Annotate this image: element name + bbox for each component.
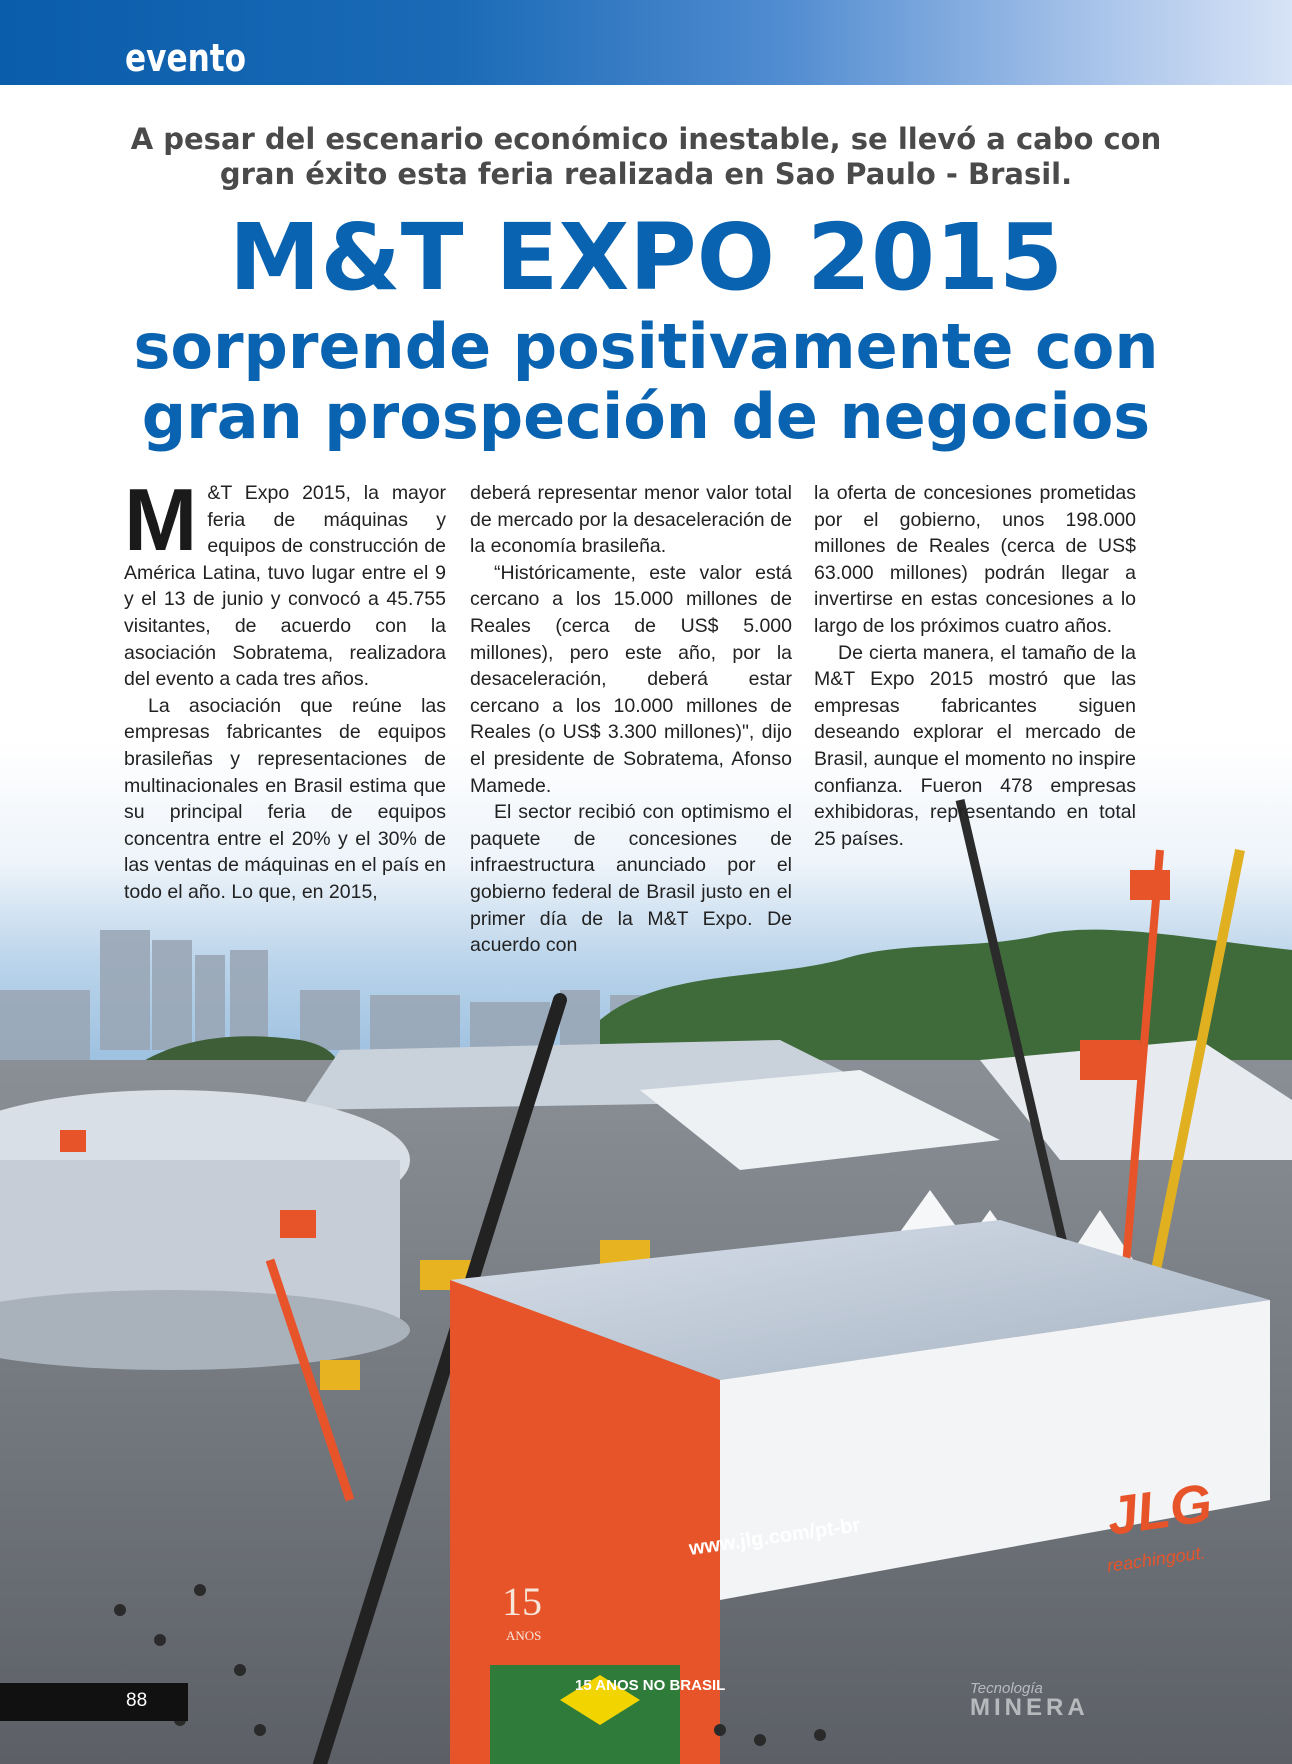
subtitle-line-1: A pesar del escenario económico inestable, se llevó a cabo con — [130, 122, 1162, 156]
page-number-box — [0, 1683, 188, 1721]
booth-banner: 15 ANOS NO BRASIL — [575, 1677, 726, 1694]
booth-tagline: reachingout. — [1105, 1542, 1207, 1576]
watermark-top: Tecnología — [970, 1680, 1043, 1697]
headline: M&T EXPO 2015 — [228, 204, 1064, 311]
col3-paragraph-2: De cierta manera, el tamaño de la M&T Expo 2015 mostró que las empresas fabricantes siguen deseando explorar el mercado de Brasil, aunque el momento no inspire confianza. Fueron 478 empresas exhibidoras, representando en total 25 países. — [814, 641, 1136, 850]
headline-subtitle-line-1: sorprende positivamente con — [133, 310, 1159, 383]
headline-subtitle — [0, 312, 1292, 452]
subtitle — [90, 122, 1202, 192]
col1-paragraph-2: La asociación que reúne las empresas fabricantes de equipos brasileñas y representaciones de multinacionales en Brasil estima que su principal feria de equipos concentra entre el 20% y el 30% de las ventas de máquinas en el país en todo el año. Lo que, en 2015, — [124, 694, 446, 903]
booth-brand: JLG — [1103, 1472, 1216, 1547]
booth-anos: ANOS — [506, 1628, 542, 1643]
article-column-3 — [814, 480, 1136, 852]
col2-paragraph-1: deberá representar menor valor total de mercado por la desaceleración de la economía brasileña. — [470, 482, 792, 558]
section-label: evento — [125, 36, 247, 80]
article-body — [124, 470, 1136, 957]
subtitle-line-2: gran éxito esta feria realizada en Sao Paulo - Brasil. — [219, 157, 1073, 191]
article-column-2 — [470, 480, 792, 959]
col1-paragraph-1: &T Expo 2015, la mayor feria de máquinas y equipos de construcción de América Latina, tuvo lugar entre el 9 y el 13 de junio y convocó a 45.755 visitantes, de acuerdo con la asociación Sobratema, realizadora del evento a cada tres años. — [124, 482, 446, 691]
headline-subtitle-line-2: gran prospeción de negocios — [141, 380, 1151, 453]
col2-paragraph-2: “Históricamente, este valor está cercano a los 15.000 millones de Reales (cerca de US$ 5.000 millones), pero este año, por la desaceleración, deberá estar cercano a los 10.000 millones de Reales (o US$ 3.300 millones)", dijo el presidente de Sobratema, Afonso Mamede. — [470, 561, 792, 797]
article-column-1 — [124, 470, 446, 906]
dropcap: M — [124, 470, 198, 569]
booth-url: www.jlg.com/pt-br — [687, 1514, 862, 1560]
booth-anniversary: 15 — [502, 1579, 542, 1624]
watermark-bottom: MINERA — [970, 1694, 1089, 1721]
publication-watermark — [970, 1680, 1150, 1724]
col3-paragraph-1: la oferta de concesiones prometidas por el gobierno, unos 198.000 millones de Reales (cerca de US$ 63.000 millones) podrán llegar a invertirse en estas concesiones a lo largo de los próximos cuatro años. — [814, 482, 1136, 637]
col2-paragraph-3: El sector recibió con optimismo el paquete de concesiones de infraestructura anunciado por el gobierno federal de Brasil justo en el primer día de la M&T Expo. De acuerdo con — [470, 801, 792, 957]
page-number: 88 — [126, 1690, 148, 1711]
